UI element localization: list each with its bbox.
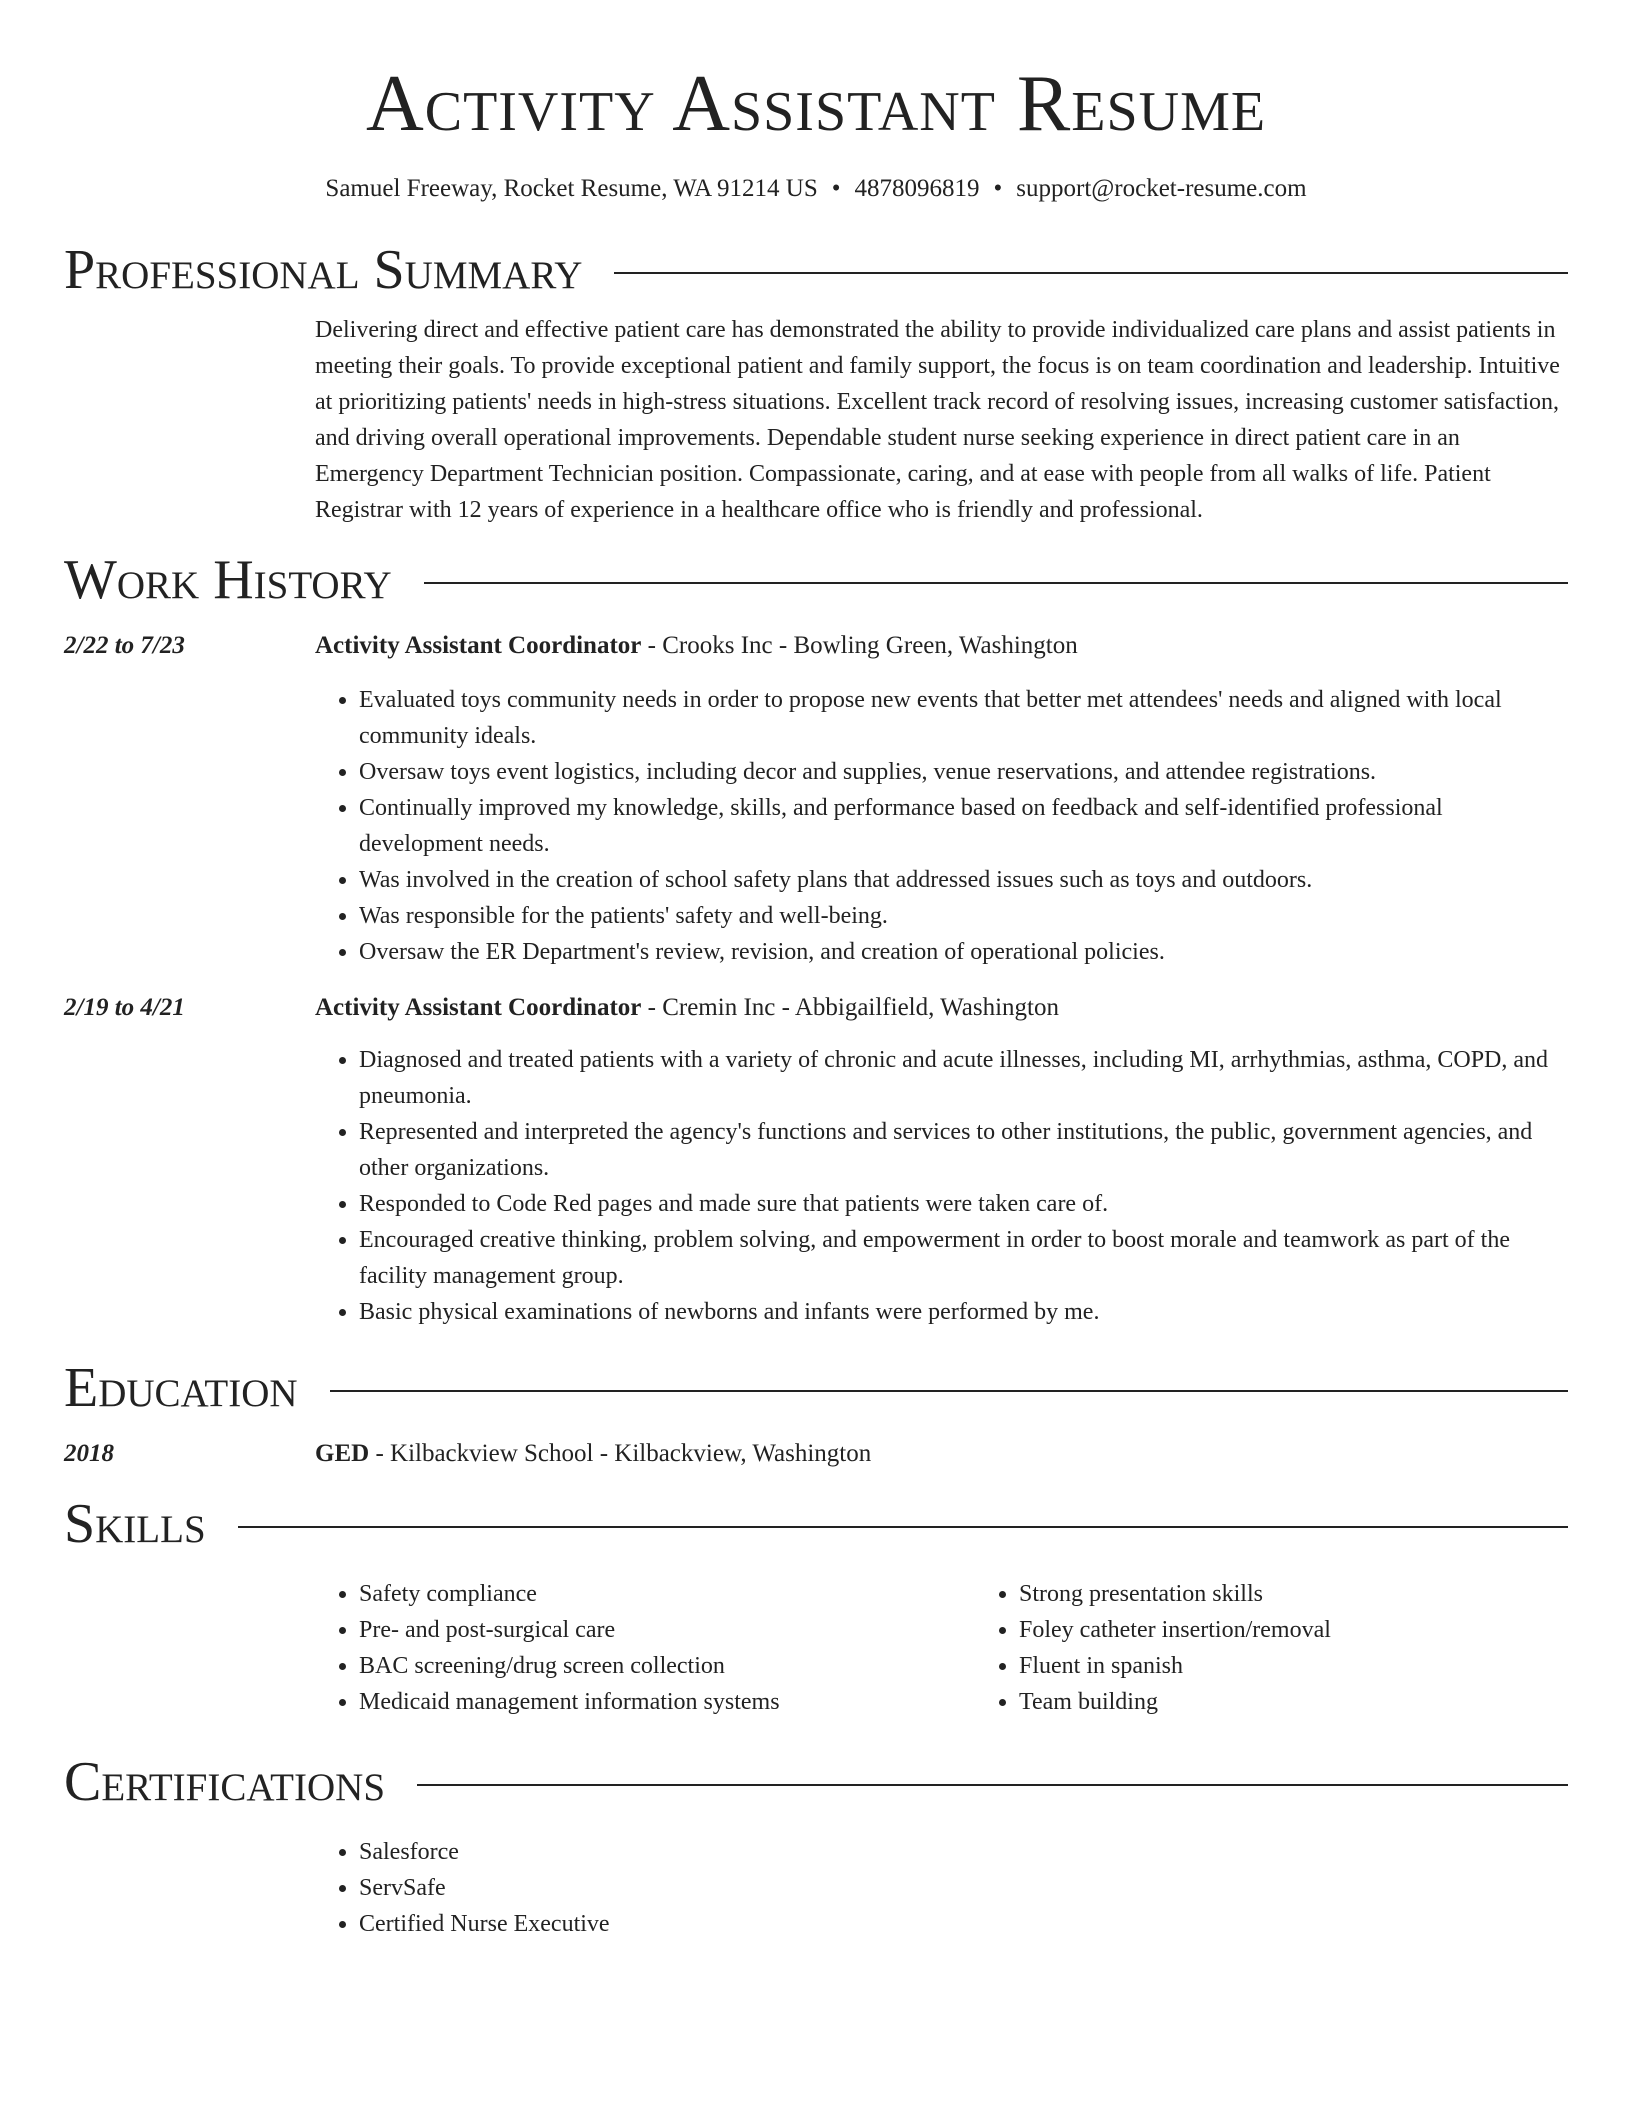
skills-section-header: [64, 1492, 1568, 1556]
job-bullets: [315, 1042, 1568, 1330]
skill-item: • Foley catheter insertion/removal: [1019, 1612, 1632, 1648]
job-dates: 2/22 to 7/23: [64, 632, 185, 659]
certifications-section-header: [64, 1750, 1568, 1814]
job-bullet: • Represented and interpreted the agency's functions and services to other institutions, the public, government agencies, and other organizations.: [359, 1114, 1568, 1186]
skills-left-spacer: [64, 1576, 315, 1720]
certifications-list: [315, 1834, 1568, 1942]
skill-item: • Medicaid management information systems: [359, 1684, 975, 1720]
education-line: [315, 1436, 1568, 1472]
certifications-section-title: Certifications: [64, 1751, 386, 1813]
job-entry: [64, 990, 1568, 1330]
contact-phone: 4878096819: [854, 175, 980, 202]
job-details: - Cremin Inc - Abbigailfield, Washington: [641, 994, 1059, 1021]
certification-item: • Salesforce: [359, 1834, 1568, 1870]
section-divider: [424, 582, 1568, 584]
certifications-left-spacer: [64, 1834, 315, 1942]
contact-separator: •: [993, 175, 1003, 202]
job-title-line: [315, 628, 1568, 664]
section-divider: [417, 1784, 1568, 1786]
skill-item: • Safety compliance: [359, 1576, 975, 1612]
summary-section-title: Professional Summary: [64, 239, 583, 301]
job-bullet: • Was responsible for the patients' safety and well-being.: [359, 898, 1568, 934]
contact-address: Samuel Freeway, Rocket Resume, WA 91214 US: [325, 175, 818, 202]
job-bullet: • Basic physical examinations of newborns and infants were performed by me.: [359, 1294, 1568, 1330]
education-degree: GED: [315, 1440, 370, 1467]
job-position: Activity Assistant Coordinator: [315, 994, 642, 1021]
skills-grid: [315, 1576, 1632, 1720]
section-divider: [614, 272, 1568, 274]
skill-item: • Team building: [1019, 1684, 1632, 1720]
summary-text: Delivering direct and effective patient care has demonstrated the ability to provide individualized care plans and assist patients in meeting their goals. To provide exceptional patient and family support, the focus is on team coordination and leadership. Intuitive at prioritizing patients' needs in high-stress situations. Excellent track record of resolving issues, increasing customer satisfaction, and driving overall operational improvements. Dependable student nurse seeking experience in direct patient care in an Emergency Department Technician position. Compassionate, caring, and at ease with people from all walks of life. Patient Registrar with 12 years of experience in a healthcare office who is friendly and professional.: [315, 317, 1560, 523]
contact-separator: •: [831, 175, 841, 202]
job-bullet: • Encouraged creative thinking, problem solving, and empowerment in order to boost morale and teamwork as part of the facility management group.: [359, 1222, 1568, 1294]
summary-left-spacer: [64, 312, 315, 528]
skill-item: • BAC screening/drug screen collection: [359, 1648, 975, 1684]
summary-section-header: [64, 238, 1568, 302]
certification-item: • ServSafe: [359, 1870, 1568, 1906]
education-year: 2018: [64, 1440, 114, 1467]
work-section-header: [64, 548, 1568, 612]
contact-line: [64, 174, 1568, 204]
summary-row: [64, 312, 1568, 528]
job-position: Activity Assistant Coordinator: [315, 632, 642, 659]
education-details: - Kilbackview School - Kilbackview, Washington: [369, 1440, 872, 1467]
skills-section-title: Skills: [64, 1493, 206, 1555]
skills-list-right: [975, 1576, 1632, 1720]
job-entry: [64, 628, 1568, 970]
section-divider: [238, 1526, 1568, 1528]
contact-email: support@rocket-resume.com: [1016, 175, 1307, 202]
job-bullet: • Oversaw the ER Department's review, revision, and creation of operational policies.: [359, 934, 1568, 970]
education-section-title: Education: [64, 1357, 298, 1419]
skill-item: • Pre- and post-surgical care: [359, 1612, 975, 1648]
job-bullet: • Evaluated toys community needs in order to propose new events that better met attendees' needs and aligned with local community ideals.: [359, 682, 1568, 754]
job-bullet: • Responded to Code Red pages and made sure that patients were taken care of.: [359, 1186, 1568, 1222]
job-bullets: [315, 682, 1568, 970]
job-details: - Crooks Inc - Bowling Green, Washington: [641, 632, 1078, 659]
education-section-header: [64, 1356, 1568, 1420]
education-entry: [64, 1436, 1568, 1472]
job-bullet: • Continually improved my knowledge, skills, and performance based on feedback and self-identified professional development needs.: [359, 790, 1568, 862]
certification-item: • Certified Nurse Executive: [359, 1906, 1568, 1942]
work-section-title: Work History: [64, 549, 392, 611]
job-bullet: • Oversaw toys event logistics, including decor and supplies, venue reservations, and attendee registrations.: [359, 754, 1568, 790]
certifications-row: [64, 1834, 1568, 1942]
skill-item: • Strong presentation skills: [1019, 1576, 1632, 1612]
job-dates: 2/19 to 4/21: [64, 994, 185, 1021]
resume-page: [64, 0, 1568, 1942]
resume-title: Activity Assistant Resume: [365, 60, 1267, 148]
skill-item: • Fluent in spanish: [1019, 1648, 1632, 1684]
job-title-line: [315, 990, 1568, 1026]
section-divider: [330, 1390, 1568, 1392]
skills-row: [64, 1576, 1568, 1720]
job-bullet: • Diagnosed and treated patients with a variety of chronic and acute illnesses, including MI, arrhythmias, asthma, COPD, and pneumonia.: [359, 1042, 1568, 1114]
skills-list-left: [315, 1576, 975, 1720]
job-bullet: • Was involved in the creation of school safety plans that addressed issues such as toys and outdoors.: [359, 862, 1568, 898]
